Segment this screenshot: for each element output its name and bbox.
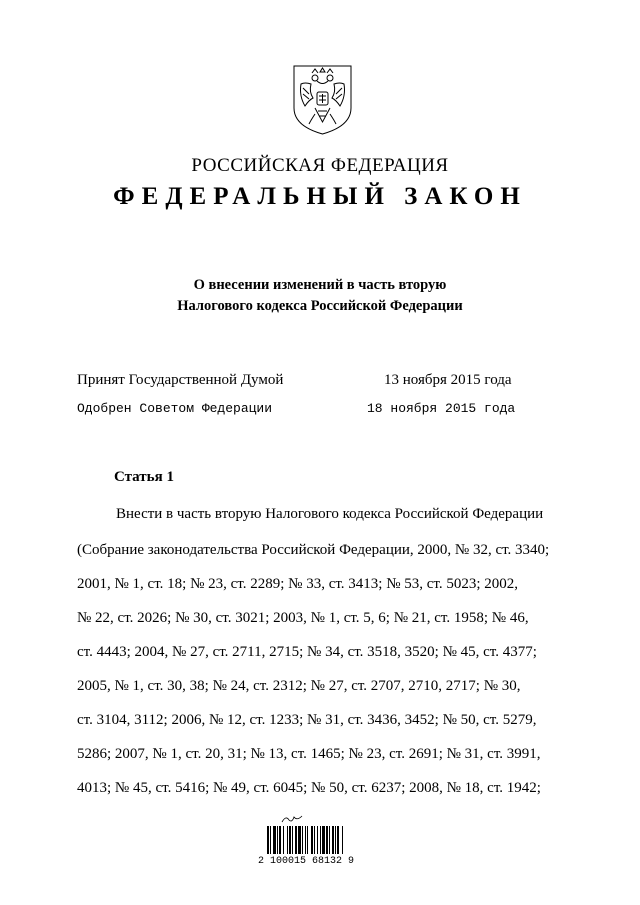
article-text-line: ст. 3104, 3112; 2006, № 12, ст. 1233; № 31, ст. 3436, 3452; № 50, ст. 5279, [77, 712, 537, 728]
article-text-line: (Собрание законодательства Российской Федерации, 2000, № 32, ст. 3340; [77, 542, 550, 558]
article-text-line: 5286; 2007, № 1, ст. 20, 31; № 13, ст. 1465; № 23, ст. 2691; № 31, ст. 3991, [77, 746, 541, 762]
article-text-line: № 22, ст. 2026; № 30, ст. 3021; 2003, № 1, ст. 5, 6; № 21, ст. 1958; № 46, [77, 610, 529, 626]
barcode-number: 2 100015 68132 9 [258, 856, 355, 867]
country-name: РОССИЙСКАЯ ФЕДЕРАЦИЯ [191, 155, 449, 176]
law-title-line-2: Налогового кодекса Российской Федерации [177, 298, 463, 314]
article-text-line: Внести в часть вторую Налогового кодекса Российской Федерации [116, 506, 544, 522]
article-text-line: 4013; № 45, ст. 5416; № 49, ст. 6045; № 50, ст. 6237; 2008, № 18, ст. 1942; [77, 780, 541, 796]
signature-mark-icon [281, 814, 303, 824]
law-type-heading: ФЕДЕРАЛЬНЫЙ ЗАКОН [113, 183, 527, 210]
duma-adoption-label: Принят Государственной Думой [77, 372, 284, 388]
law-title [0, 275, 640, 317]
barcode-icon [267, 826, 371, 854]
article-text-line: 2005, № 1, ст. 30, 38; № 24, ст. 2312; № 27, ст. 2707, 2710, 2717; № 30, [77, 678, 521, 694]
article-heading: Статья 1 [114, 469, 174, 485]
coat-of-arms-icon [291, 64, 354, 136]
article-text-line: ст. 4443; 2004, № 27, ст. 2711, 2715; № 34, ст. 3518, 3520; № 45, ст. 4377; [77, 644, 537, 660]
law-title-line-1: О внесении изменений в часть вторую [193, 277, 447, 293]
duma-adoption-date: 13 ноября 2015 года [384, 372, 512, 388]
article-text-line: 2001, № 1, ст. 18; № 23, ст. 2289; № 33, ст. 3413; № 53, ст. 5023; 2002, [77, 576, 519, 592]
council-approval-date: 18 ноября 2015 года [367, 401, 516, 416]
council-approval-label: Одобрен Советом Федерации [77, 401, 273, 416]
